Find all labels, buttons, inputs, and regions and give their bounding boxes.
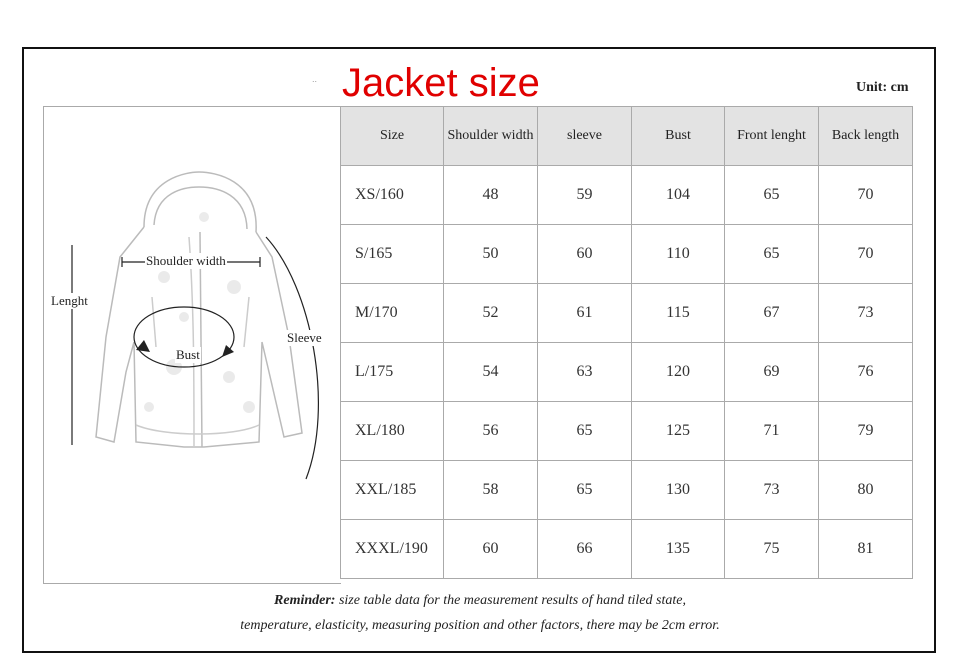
shoulder-width-label: Shoulder width	[146, 253, 226, 268]
cell-shoulder-width: 48	[444, 166, 538, 225]
reminder-line-1	[0, 593, 960, 609]
cell-size: XXL/185	[341, 461, 444, 520]
cell-shoulder-width: 56	[444, 402, 538, 461]
cell-bust: 135	[632, 520, 725, 579]
unit-label: Unit: cm	[856, 80, 909, 95]
table-header-row	[341, 107, 913, 166]
cell-back-length: 79	[819, 402, 913, 461]
cell-back-length: 80	[819, 461, 913, 520]
header-sleeve: sleeve	[538, 107, 632, 166]
cell-sleeve: 66	[538, 520, 632, 579]
cell-shoulder-width: 60	[444, 520, 538, 579]
title-prefix-marks: ..	[312, 74, 318, 84]
length-label: Lenght	[51, 293, 88, 308]
header-size: Size	[341, 107, 444, 166]
header-back-length: Back length	[819, 107, 913, 166]
table-row	[341, 225, 913, 284]
cell-back-length: 81	[819, 520, 913, 579]
cell-size: XL/180	[341, 402, 444, 461]
sleeve-label: Sleeve	[287, 330, 322, 345]
cell-shoulder-width: 54	[444, 343, 538, 402]
cell-bust: 125	[632, 402, 725, 461]
cell-front-length: 65	[725, 225, 819, 284]
cell-back-length: 70	[819, 225, 913, 284]
jacket-hood-outline	[144, 172, 256, 232]
cell-front-length: 71	[725, 402, 819, 461]
cell-back-length: 76	[819, 343, 913, 402]
table-row	[341, 520, 913, 579]
table-row	[341, 461, 913, 520]
cell-front-length: 73	[725, 461, 819, 520]
cell-bust: 110	[632, 225, 725, 284]
cell-sleeve: 65	[538, 402, 632, 461]
reminder-label: Reminder:	[274, 593, 336, 608]
table-row	[341, 343, 913, 402]
cell-bust: 130	[632, 461, 725, 520]
cell-sleeve: 63	[538, 343, 632, 402]
cell-bust: 120	[632, 343, 725, 402]
header-shoulder-width: Shoulder width	[444, 107, 538, 166]
cell-size: M/170	[341, 284, 444, 343]
header-front-length: Front lenght	[725, 107, 819, 166]
cell-sleeve: 60	[538, 225, 632, 284]
table-row	[341, 402, 913, 461]
cell-front-length: 67	[725, 284, 819, 343]
table-row	[341, 166, 913, 225]
jacket-hood-inner	[154, 187, 247, 229]
cell-front-length: 65	[725, 166, 819, 225]
cell-shoulder-width: 50	[444, 225, 538, 284]
cell-sleeve: 59	[538, 166, 632, 225]
cell-back-length: 73	[819, 284, 913, 343]
cell-shoulder-width: 58	[444, 461, 538, 520]
size-table	[340, 106, 913, 579]
cell-shoulder-width: 52	[444, 284, 538, 343]
cell-size: XXXL/190	[341, 520, 444, 579]
reminder-line-2: temperature, elasticity, measuring position and other factors, there may be 2cm error.	[240, 618, 720, 633]
cell-front-length: 75	[725, 520, 819, 579]
cell-sleeve: 61	[538, 284, 632, 343]
cell-bust: 104	[632, 166, 725, 225]
bust-arrow-left	[136, 340, 150, 352]
header-bust: Bust	[632, 107, 725, 166]
cell-size: XS/160	[341, 166, 444, 225]
cell-front-length: 69	[725, 343, 819, 402]
table-row	[341, 284, 913, 343]
reminder-text-1: size table data for the measurement results of hand tiled state,	[338, 593, 686, 608]
cell-bust: 115	[632, 284, 725, 343]
page-title: Jacket size	[342, 61, 540, 105]
bust-arrow-right	[222, 345, 234, 357]
cell-sleeve: 65	[538, 461, 632, 520]
cell-back-length: 70	[819, 166, 913, 225]
cell-size: S/165	[341, 225, 444, 284]
cell-size: L/175	[341, 343, 444, 402]
bust-label: Bust	[176, 347, 200, 362]
